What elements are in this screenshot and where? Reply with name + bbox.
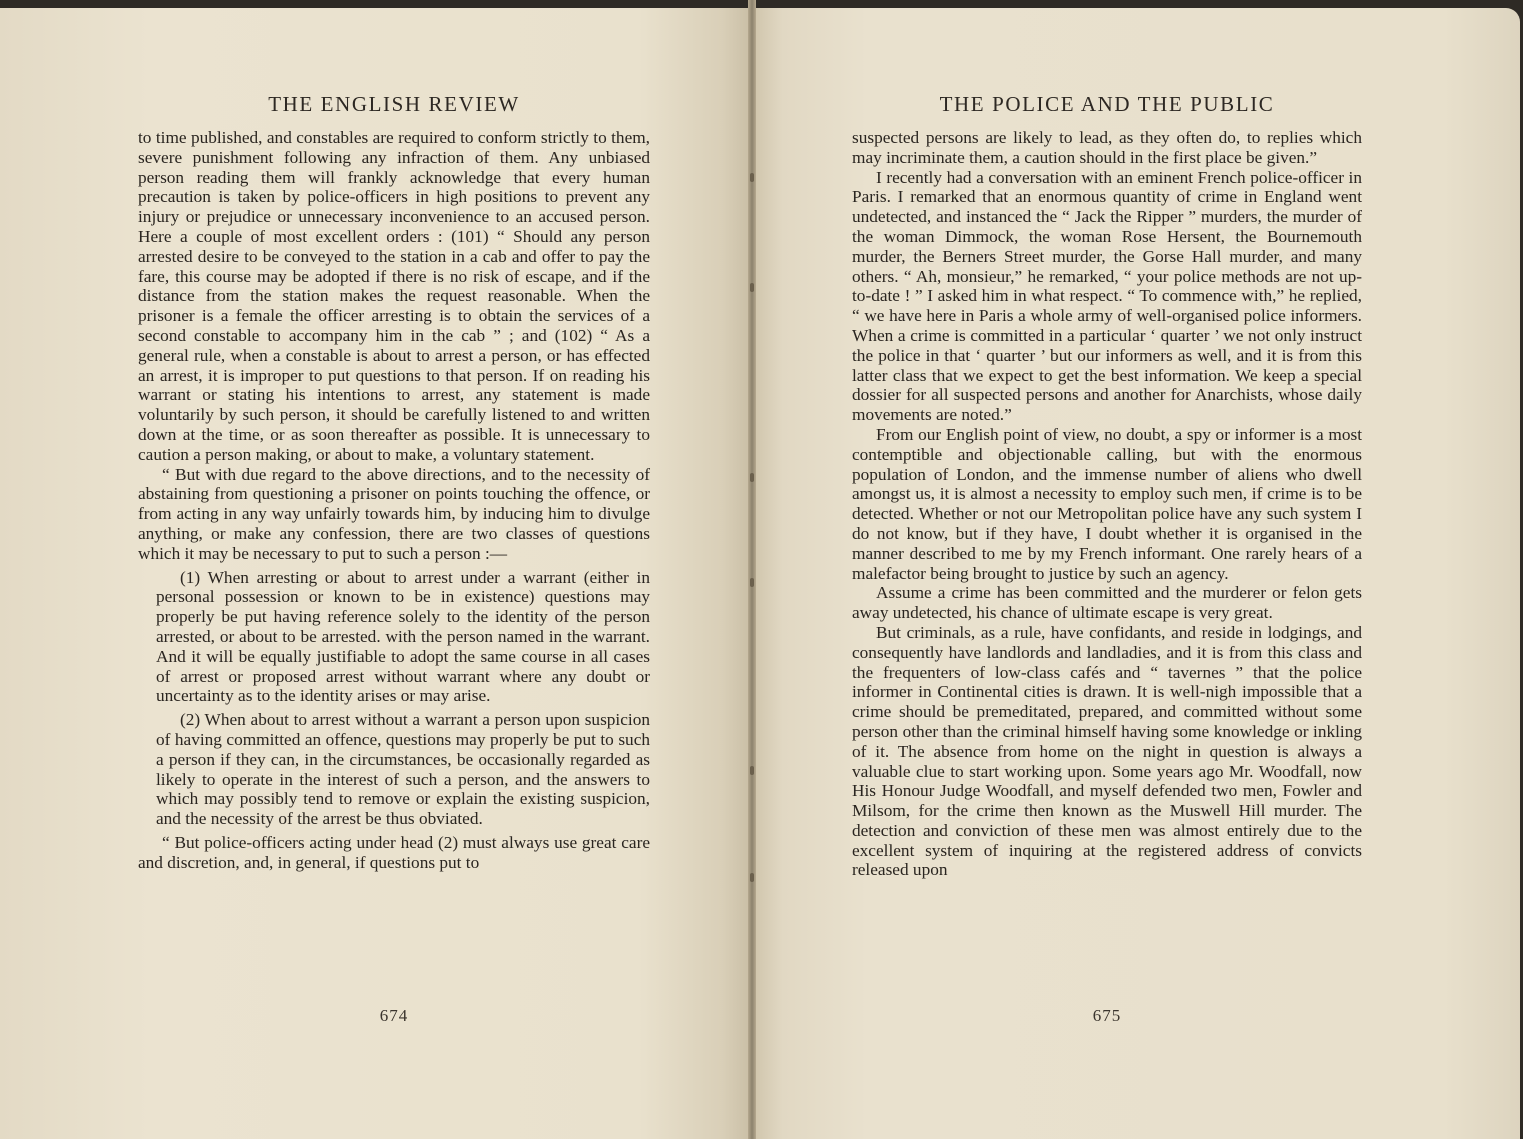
page-number-right: 675 bbox=[1092, 1006, 1122, 1025]
binding-stitch bbox=[750, 283, 754, 292]
binding-stitch bbox=[750, 578, 754, 587]
right-paragraph-2: I recently had a conversation with an eminent French police-officer in Paris. I remarked that an enormous quantity of crime in England went undetected, and instanced the “ Jack the Ripper ” murders, the murder of the woman Dimmock, the woman Rose Hersent, the Bournemouth murder, the Berners Street murder, the Gorse Hall murder, and many others. “ Ah, monsieur,” he remarked, “ your police methods are not up-to-date ! ” I asked him in what respect. “ To commence with,” he replied, “ we have here in Paris a whole army of well-organised police informers. When a crime is committed in a particular ‘ quarter ’ we not only instruct the police in that ‘ quarter ’ but our informers as well, and it is from this latter class that we expect to get the best information. We keep a special dossier for all suspected persons and another for Anarchists, whose daily movements are noted.” bbox=[852, 167, 1362, 425]
left-paragraph-3: “ But police-officers acting under head (2) must always use great care and discretion, and, in general, if questions put to bbox=[138, 832, 650, 872]
right-paragraph-4: Assume a crime has been committed and the murderer or felon gets away undetected, his chance of ultimate escape is very great. bbox=[852, 583, 1362, 623]
left-quote-item-2: (2) When about to arrest without a warrant a person upon suspicion of having committed an offence, questions may properly be put to such a person if they can, in the circumstances, be occasionally regarded as likely to operate in the interest of such a person, and the answers to which may possibly tend to remove or explain the existing suspicion, and the necessity of the arrest be thus obviated. bbox=[156, 710, 650, 829]
running-head-left: THE ENGLISH REVIEW bbox=[268, 92, 520, 116]
page-number-left: 674 bbox=[379, 1006, 409, 1025]
left-quote-item-1: (1) When arresting or about to arrest under a warrant (either in personal possession or known to be in existence) questions may properly be put having reference solely to the identity of the person arrested, or about to be arrested. with the person named in the warrant. And it will be equally justifiable to adopt the same course in all cases of arrest or proposed arrest without warrant where any doubt or uncertainty as to the identity arises or may arise. bbox=[156, 567, 650, 706]
right-page bbox=[752, 8, 1520, 1139]
left-page bbox=[0, 8, 752, 1139]
left-paragraph-2: “ But with due regard to the above directions, and to the necessity of abstaining from questioning a prisoner on points touching the offence, or from acting in any way unfairly towards him, by inducing him to divulge anything, or make any confession, there are two classes of questions which it may be necessary to put to such a person :— bbox=[138, 464, 650, 563]
running-head-right: THE POLICE AND THE PUBLIC bbox=[939, 92, 1275, 116]
left-page-body bbox=[138, 128, 650, 872]
right-paragraph-5: But criminals, as a rule, have confidants, and reside in lodgings, and consequently have landlords and landladies, and it is from this class and the frequenters of low-class cafés and “ tavernes ” that the police informer in Continental cities is drawn. It is well-nigh impossible that a crime should be premeditated, prepared, and committed without some person other than the criminal himself having some knowledge or inkling of it. The absence from home on the night in question is always a valuable clue to start working upon. Some years ago Mr. Woodfall, now His Honour Judge Woodfall, and myself defended two men, Fowler and Milsom, for the crime then known as the Muswell Hill murder. The detection and conviction of these men was almost entirely due to the excellent system of inquiring at the registered address of convicts released upon bbox=[852, 622, 1362, 880]
binding-stitch bbox=[750, 173, 754, 182]
left-paragraph-1: to time published, and constables are required to conform strictly to them, severe punishment following any infraction of them. Any unbiased person reading them will frankly acknowledge that every human precaution is taken by police-officers in high positions to prevent any injury or prejudice or unnecessary inconvenience to an accused person. Here a couple of most excellent orders : (101) “ Should any person arrested desire to be conveyed to the station in a cab and offer to pay the fare, this course may be adopted if there is no risk of escape, and if the distance from the station makes the request reasonable. When the prisoner is a female the officer arresting is to obtain the services of a second constable to accompany him in the cab ” ; and (102) “ As a general rule, when a constable is about to arrest a person, or has effected an arrest, it is improper to put questions to that person. If on reading his warrant or stating his intentions to arrest, any statement is made voluntarily by such person, it should be carefully listened to and written down at the time, or as soon thereafter as possible. It is unnecessary to caution a person making, or about to make, a voluntary statement. bbox=[138, 128, 650, 464]
right-page-body bbox=[852, 128, 1362, 880]
binding-stitch bbox=[750, 473, 754, 482]
book-gutter bbox=[748, 0, 756, 1139]
binding-stitch bbox=[750, 873, 754, 882]
right-paragraph-1: suspected persons are likely to lead, as they often do, to replies which may incriminate them, a caution should in the first place be given.” bbox=[852, 128, 1362, 167]
right-paragraph-3: From our English point of view, no doubt, a spy or informer is a most contemptible and objectionable calling, but with the enormous population of London, and the immense number of aliens who dwell amongst us, it is almost a necessity to employ such men, if crime is to be detected. Whether or not our Metropolitan police have any such system I do not know, but if they have, I doubt whether it is organised in the manner described to me by my French informant. One rarely hears of a malefactor being brought to justice by such an agency. bbox=[852, 424, 1362, 583]
binding-stitch bbox=[750, 766, 754, 775]
